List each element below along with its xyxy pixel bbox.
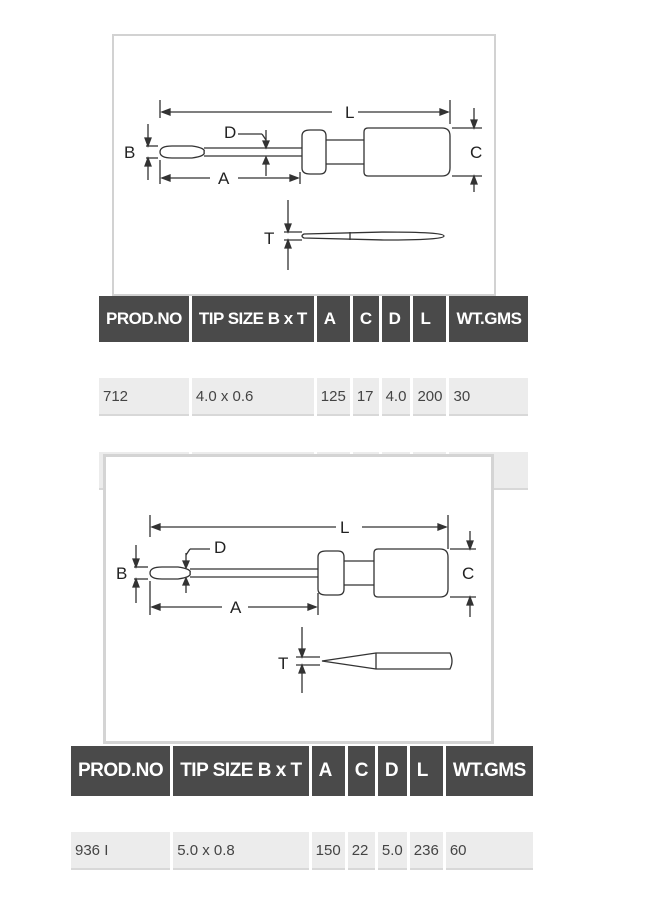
label-t: T	[264, 229, 275, 248]
header-c: C	[348, 746, 375, 796]
header-a: A	[317, 296, 350, 342]
screwdriver-drawing-2	[103, 454, 494, 744]
header-prod-no: PROD.NO	[71, 746, 170, 796]
header-l: L	[413, 296, 446, 342]
cell-tip-size: 5.0 x 0.8	[173, 832, 308, 870]
table-row	[99, 378, 528, 416]
header-c: C	[353, 296, 379, 342]
header-d: D	[382, 296, 411, 342]
cell-weight: 30	[449, 378, 528, 416]
cell-c: 17	[353, 378, 379, 416]
label-d: D	[224, 123, 237, 142]
header-weight: WT.GMS	[449, 296, 528, 342]
spec-table-2	[68, 746, 536, 870]
cell-a: 125	[317, 378, 350, 416]
label-c: C	[470, 143, 483, 162]
label-b: B	[124, 143, 136, 162]
label-c: C	[462, 564, 475, 583]
cell-c: 22	[348, 832, 375, 870]
cell-prod-no: 712	[99, 378, 189, 416]
screwdriver-drawing-1	[112, 34, 496, 296]
cell-a: 150	[312, 832, 345, 870]
cell-prod-no: 936 I	[71, 832, 170, 870]
label-a: A	[218, 169, 230, 188]
label-l: L	[345, 103, 355, 122]
label-d: D	[214, 538, 227, 557]
header-l: L	[410, 746, 443, 796]
table-row	[71, 832, 533, 870]
label-a: A	[230, 598, 242, 617]
header-tip-size: TIP SIZE B x T	[192, 296, 314, 342]
table-header-row	[99, 296, 528, 342]
cell-d: 5.0	[378, 832, 407, 870]
table-header-row	[71, 746, 533, 796]
header-prod-no: PROD.NO	[99, 296, 189, 342]
cell-weight: 60	[446, 832, 533, 870]
screwdriver-diagram-2	[106, 457, 491, 741]
screwdriver-diagram-1	[114, 36, 498, 298]
label-t: T	[278, 654, 289, 673]
header-d: D	[378, 746, 407, 796]
header-tip-size: TIP SIZE B x T	[173, 746, 308, 796]
label-l: L	[340, 518, 350, 537]
cell-l: 200	[413, 378, 446, 416]
cell-d: 4.0	[382, 378, 411, 416]
header-a: A	[312, 746, 345, 796]
header-weight: WT.GMS	[446, 746, 533, 796]
cell-l: 236	[410, 832, 443, 870]
label-b: B	[116, 564, 128, 583]
cell-tip-size: 4.0 x 0.6	[192, 378, 314, 416]
